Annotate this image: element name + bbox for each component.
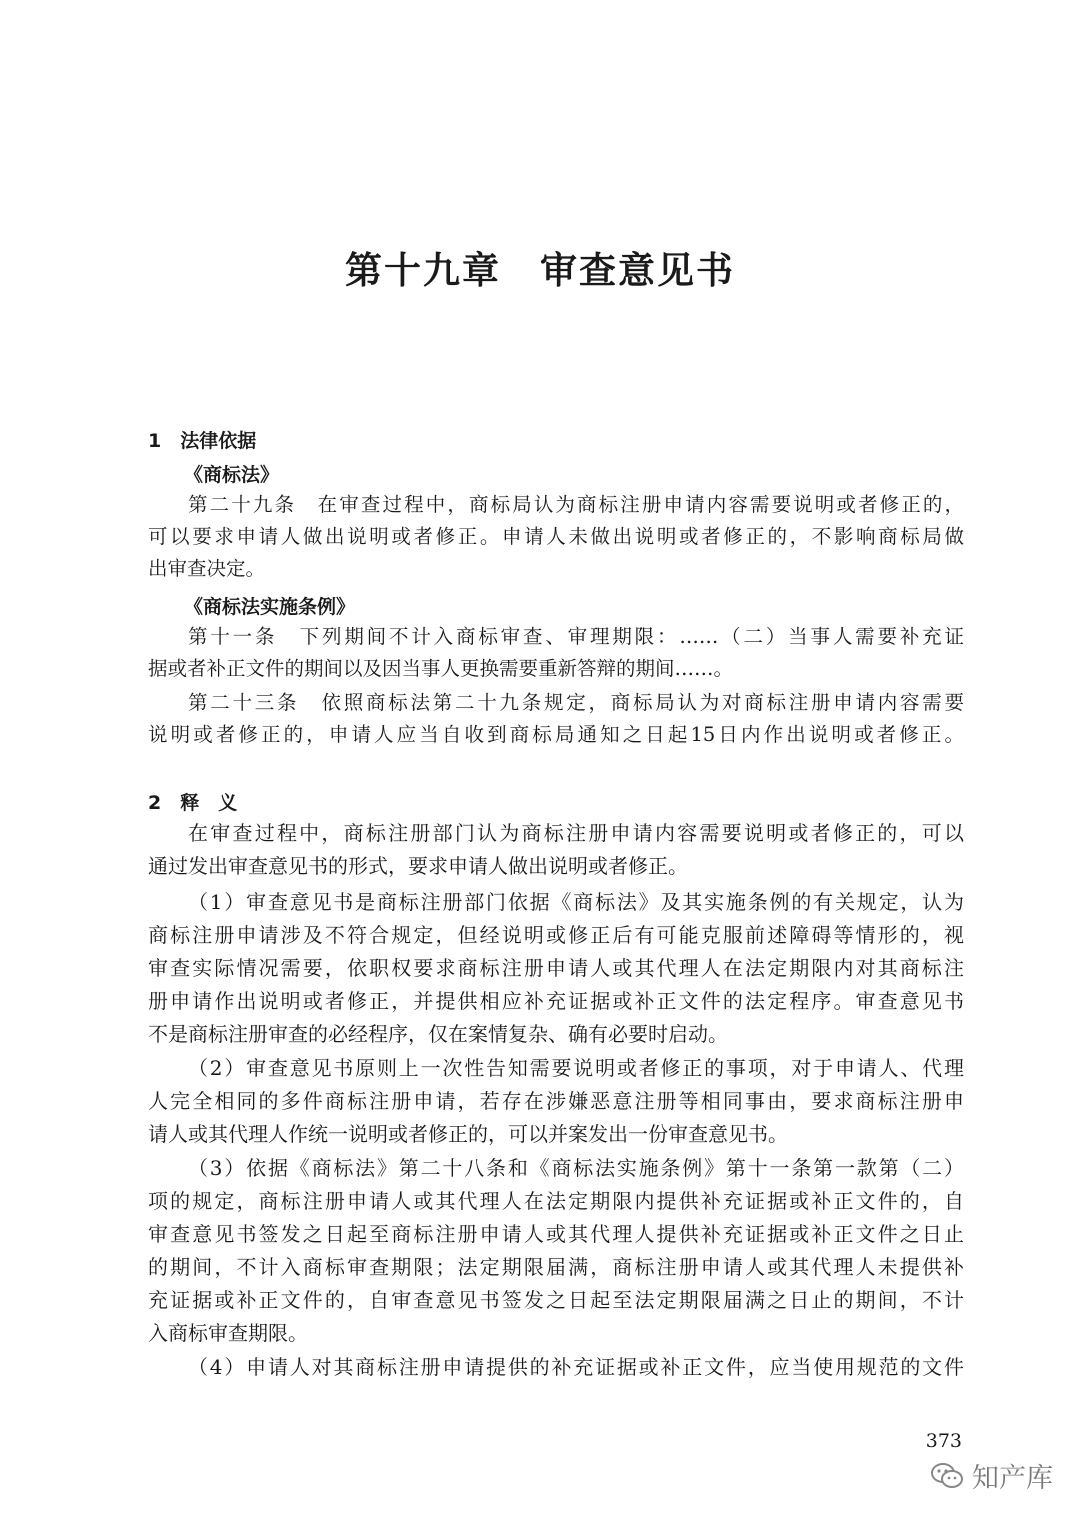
watermark-text: 知产库 [972, 1463, 1053, 1494]
text-line: 审查实际情况需要，依职权要求商标注册申请人或其代理人在法定期限内对其商标注 [148, 956, 964, 980]
text-line: 第十一条 下列期间不计入商标审查、审理期限：……（二）当事人需要补充证 [188, 625, 964, 648]
text-line: 据或者补正文件的期间以及因当事人更换需要重新答辩的期间……。 [148, 657, 734, 680]
text-line: 商标注册申请涉及不符合规定，但经说明或修正后有可能克服前述障碍等情形的，视 [148, 923, 964, 947]
text-line: 项的规定，商标注册申请人或其代理人在法定期限内提供补充证据或补正文件的，自 [148, 1189, 964, 1213]
text-line: 不是商标注册审查的必经程序，仅在案情复杂、确有必要时启动。 [148, 1022, 728, 1046]
text-line: （3）依据《商标法》第二十八条和《商标法实施条例》第十一条第一款第（二） [188, 1156, 964, 1180]
text-line: 在审查过程中，商标注册部门认为商标注册申请内容需要说明或者修正的，可以 [188, 821, 964, 845]
text-line: （2）审查意见书原则上一次性告知需要说明或者修正的事项，对于申请人、代理 [188, 1056, 964, 1080]
text-line: 第二十三条 依照商标法第二十九条规定，商标局认为对商标注册申请内容需要 [188, 691, 964, 714]
watermark [930, 1456, 1053, 1495]
text-line: 说明或者修正的，申请人应当自收到商标局通知之日起15日内作出说明或者修正。 [148, 723, 964, 746]
text-line: 可以要求申请人做出说明或者修正。申请人未做出说明或者修正的，不影响商标局做 [148, 525, 964, 548]
text-line: 通过发出审查意见书的形式，要求申请人做出说明或者修正。 [148, 854, 688, 878]
law-title: 《商标法》 [184, 464, 280, 486]
section-heading: 2 释 义 [148, 792, 238, 814]
text-line: 出审查决定。 [148, 557, 266, 580]
wechat-icon [930, 1461, 964, 1491]
text-line: 册申请作出说明或者修正，并提供相应补充证据或补正文件的法定程序。审查意见书 [148, 989, 964, 1013]
page-number: 373 [925, 1430, 962, 1452]
text-line: 请人或其代理人作统一说明或者修正的，可以并案发出一份审查意见书。 [148, 1122, 788, 1146]
chapter-title: 第十九章 审查意见书 [345, 248, 735, 292]
text-line: （1）审查意见书是商标注册部门依据《商标法》及其实施条例的有关规定，认为 [188, 890, 964, 914]
law-title: 《商标法实施条例》 [184, 596, 356, 618]
text-line: 入商标审查期限。 [148, 1321, 308, 1345]
text-line: 第二十九条 在审查过程中，商标局认为商标注册申请内容需要说明或者修正的， [188, 493, 964, 516]
text-line: 人完全相同的多件商标注册申请，若存在涉嫌恶意注册等相同事由，要求商标注册申 [148, 1089, 964, 1113]
text-line: 的期间，不计入商标审查期限；法定期限届满，商标注册申请人或其代理人未提供补 [148, 1255, 964, 1279]
section-heading: 1 法律依据 [148, 430, 257, 452]
text-line: 充证据或补正文件的，自审查意见书签发之日起至法定期限届满之日止的期间，不计 [148, 1288, 964, 1312]
text-line: 审查意见书签发之日起至商标注册申请人或其代理人提供补充证据或补正文件之日止 [148, 1222, 964, 1246]
text-line: （4）申请人对其商标注册申请提供的补充证据或补正文件，应当使用规范的文件 [188, 1355, 964, 1379]
